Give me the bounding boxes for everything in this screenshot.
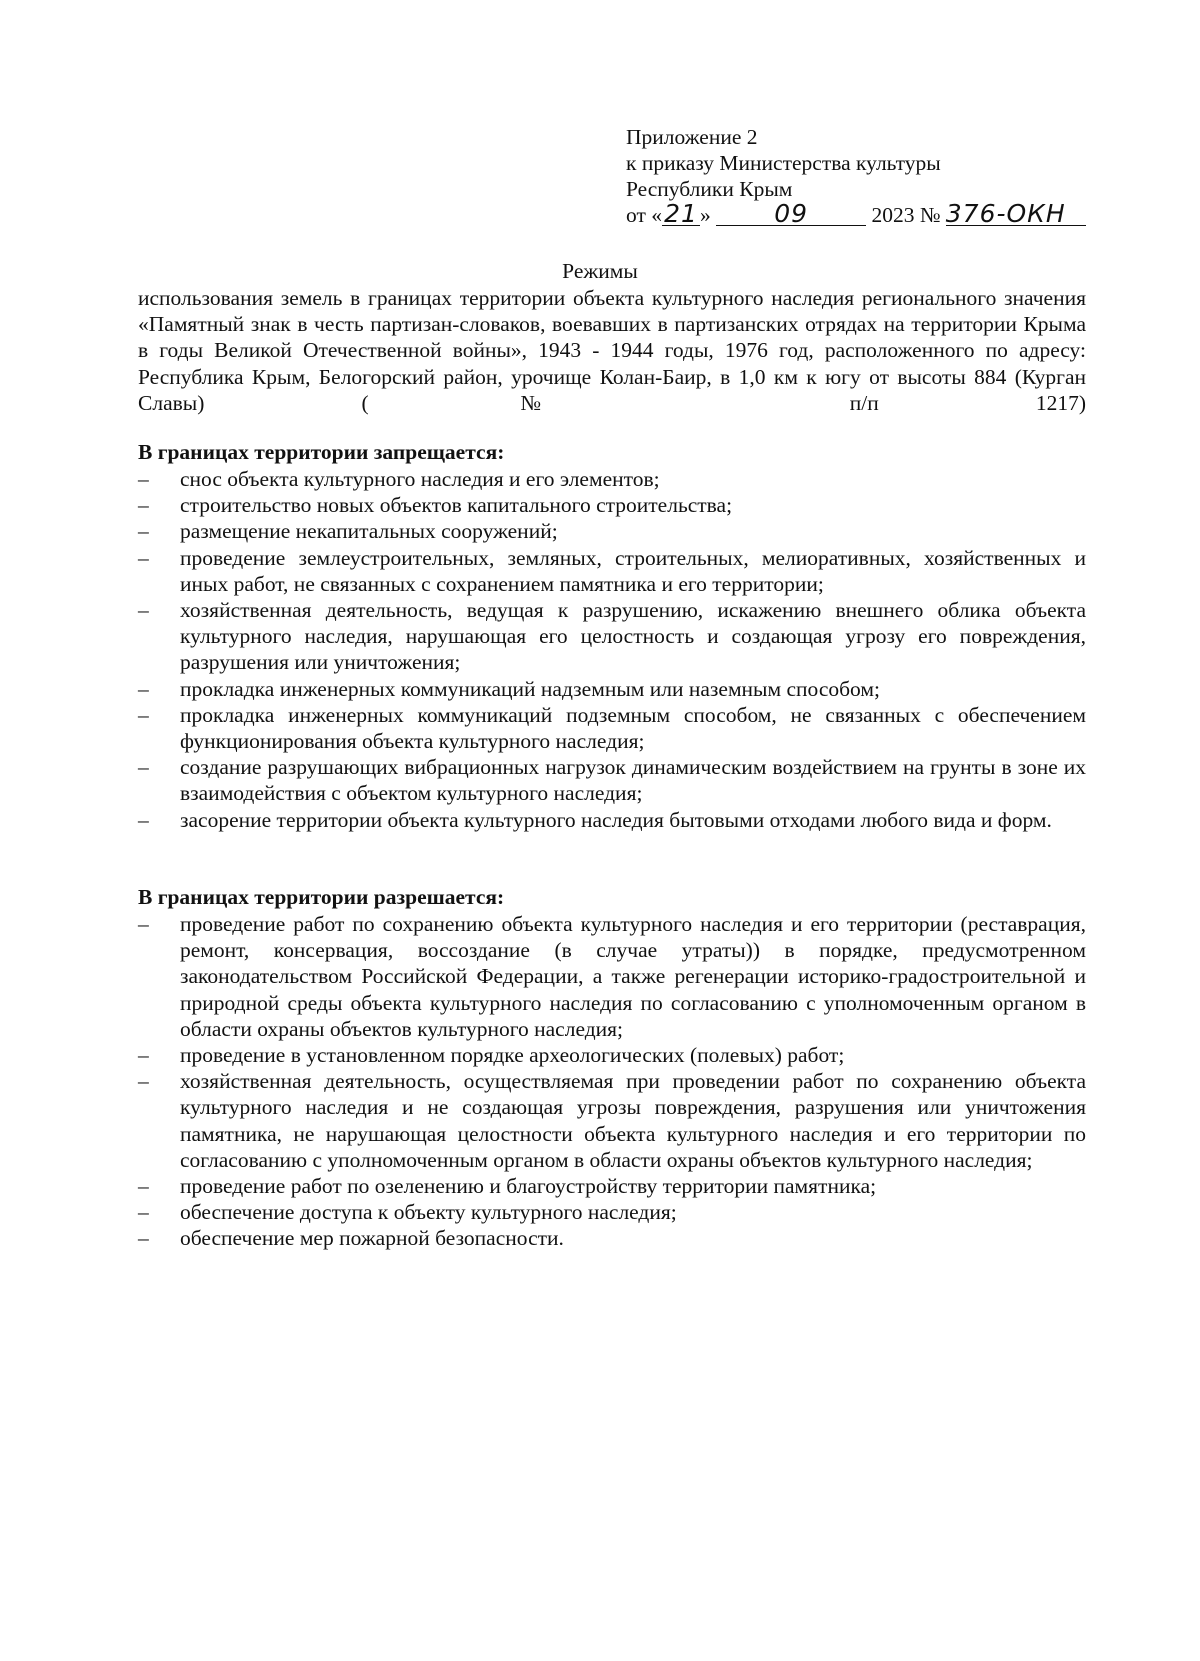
list-item xyxy=(138,911,1086,1042)
list-bullet: – xyxy=(138,1069,149,1094)
date-prefix: от « xyxy=(626,203,662,227)
handwritten-month: 09 xyxy=(716,203,866,226)
order-year: 2023 № xyxy=(871,203,941,227)
list-bullet: – xyxy=(138,755,149,780)
list-item xyxy=(138,466,1086,492)
list-item xyxy=(138,545,1086,597)
list-item xyxy=(138,518,1086,544)
handwritten-order-number: 376-ОКН xyxy=(946,203,1086,226)
list-bullet: – xyxy=(138,912,149,936)
appendix-order-line: к приказу Министерства культуры xyxy=(626,151,941,175)
list-item xyxy=(138,1225,1086,1251)
appendix-title: Приложение 2 xyxy=(626,125,758,149)
list-bullet: – xyxy=(138,467,149,491)
list-bullet: – xyxy=(138,807,149,832)
list-bullet: – xyxy=(138,545,149,570)
date-day-close: » xyxy=(700,203,711,227)
list-item-text: проведение работ по озеленению и благоустройству территории памятника; xyxy=(180,1174,877,1199)
list-bullet: – xyxy=(138,598,149,623)
list-bullet: – xyxy=(138,519,149,544)
document-subject: использования земель в границах территории объекта культурного наследия регионального значения «Памятный знак в честь партизан-словаков, воевавших в партизанских отрядах на территории Крыма в годы Великой Отечественной войны», 1943 - 1944 годы, 1976 год, расположенного по адресу: Республика Крым, Белогорский район, урочище Колан-Баир, в 1,0 км к югу от высоты 884 (Курган Славы) (№ п/п 1217) xyxy=(138,286,1086,415)
permitted-section-title: В границах территории разрешается: xyxy=(138,885,505,909)
list-item xyxy=(138,1042,1086,1068)
list-item xyxy=(138,597,1086,676)
list-bullet: – xyxy=(138,493,149,518)
list-bullet: – xyxy=(138,1200,149,1225)
list-bullet: – xyxy=(138,676,149,701)
list-bullet: – xyxy=(138,1174,149,1199)
list-item-text: обеспечение мер пожарной безопасности. xyxy=(180,1226,564,1251)
list-item xyxy=(138,1173,1086,1199)
list-item xyxy=(138,754,1086,806)
list-item-text: обеспечение доступа к объекту культурного наследия; xyxy=(180,1200,677,1225)
list-item-text: проведение землеустроительных, земляных, строительных, мелиоративных, хозяйственных и иных работ, не связанных с сохранением памятника и его территории; xyxy=(180,545,1086,596)
list-item-text: хозяйственная деятельность, осуществляемая при проведении работ по сохранению объекта культурного наследия и не создающая угрозы повреждения, разрушения или уничтожения памятника, не нарушающая целостности объекта культурного наследия и его территории по согласованию с уполномоченным органом в области охраны объектов культурного наследия; xyxy=(180,1069,1086,1172)
list-item-text: снос объекта культурного наследия и его элементов; xyxy=(180,467,660,491)
list-item-text: проведение в установленном порядке археологических (полевых) работ; xyxy=(180,1043,845,1068)
list-item xyxy=(138,676,1086,702)
list-item-text: создание разрушающих вибрационных нагрузок динамическим воздействием на грунты в зоне их взаимодействия с объектом культурного наследия; xyxy=(180,755,1086,806)
list-item-text: строительство новых объектов капитального строительства; xyxy=(180,493,733,518)
prohibited-list xyxy=(138,466,1086,833)
permitted-list xyxy=(138,911,1086,1252)
list-item-text: засорение территории объекта культурного наследия бытовыми отходами любого вида и форм. xyxy=(180,807,1052,832)
list-item xyxy=(138,1068,1086,1173)
list-item-text: хозяйственная деятельность, ведущая к разрушению, искажению внешнего облика объекта культурного наследия, нарушающая его целостность и создающая угрозу его повреждения, разрушения или уничтожения; xyxy=(180,598,1086,675)
list-item xyxy=(138,1199,1086,1225)
handwritten-day: 21 xyxy=(662,203,700,226)
list-item xyxy=(138,807,1086,833)
order-date-line xyxy=(626,199,1086,228)
list-bullet: – xyxy=(138,1043,149,1068)
list-item xyxy=(138,702,1086,754)
appendix-header xyxy=(626,124,1086,228)
appendix-republic-line: Республики Крым xyxy=(626,177,793,201)
list-bullet: – xyxy=(138,1226,149,1251)
list-bullet: – xyxy=(138,702,149,727)
list-item-text: прокладка инженерных коммуникаций подземным способом, не связанных с обеспечением функционирования объекта культурного наследия; xyxy=(180,702,1086,754)
list-item-text: размещение некапитальных сооружений; xyxy=(180,519,558,544)
prohibited-section-title: В границах территории запрещается: xyxy=(138,440,505,464)
list-item xyxy=(138,492,1086,518)
list-item-text: прокладка инженерных коммуникаций надземным или наземным способом; xyxy=(180,676,880,701)
document-heading: Режимы xyxy=(562,259,638,283)
list-item-text: проведение работ по сохранению объекта культурного наследия и его территории (реставрация, ремонт, консервация, воссоздание (в случае утраты)) в порядке, предусмотренном законодательством Российской Федерации, а также регенерации историко-градостроительной и природной среды объекта культурного наследия по согласованию с уполномоченным органом в области охраны объектов культурного наследия; xyxy=(180,912,1086,1041)
